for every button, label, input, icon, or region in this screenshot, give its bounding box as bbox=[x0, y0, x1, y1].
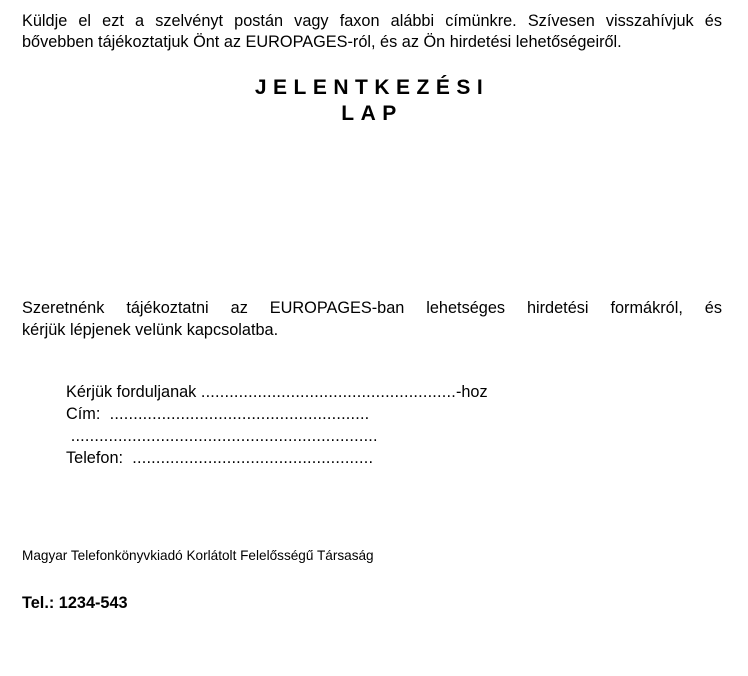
intro-paragraph bbox=[22, 11, 722, 53]
contact-person-label: Kérjük forduljanak bbox=[66, 383, 201, 401]
address-label: Cím: bbox=[66, 405, 105, 423]
company-name: Magyar Telefonkönyvkiadó Korlátolt Felelősségű Társaság bbox=[22, 548, 374, 563]
request-line-1: Szeretnénk tájékoztatni az EUROPAGES-ban lehetséges hirdetési formákról, és bbox=[22, 299, 722, 317]
request-paragraph bbox=[22, 297, 722, 341]
title-line-1: JELENTKEZÉSI bbox=[254, 76, 490, 99]
request-line-2: kérjük lépjenek velünk kapcsolatba. bbox=[22, 321, 279, 339]
phone-field[interactable]: ................................................... bbox=[127, 449, 374, 467]
title-line-2: LAP bbox=[341, 102, 403, 125]
address-row bbox=[66, 403, 488, 425]
intro-line-2: bővebben tájékoztatjuk Önt az EUROPAGES-ról, és az Ön hirdetési lehetőségeiről. bbox=[22, 33, 622, 51]
contact-form bbox=[66, 381, 488, 469]
form-title bbox=[0, 75, 744, 127]
intro-line-1: Küldje el ezt a szelvényt postán vagy faxon alábbi címünkre. Szívesen visszahívjuk és bbox=[22, 12, 722, 30]
address-field-line-2[interactable]: ................................................................. bbox=[66, 427, 378, 445]
address-row-2 bbox=[66, 425, 488, 447]
company-phone: Tel.: 1234-543 bbox=[22, 594, 128, 612]
contact-person-field[interactable]: ...................................................... bbox=[200, 383, 456, 401]
address-field[interactable]: ....................................................... bbox=[104, 405, 370, 423]
phone-row bbox=[66, 447, 488, 469]
contact-person-suffix: -hoz bbox=[455, 383, 488, 401]
phone-label: Telefon: bbox=[66, 449, 128, 467]
contact-person-row bbox=[66, 381, 488, 403]
